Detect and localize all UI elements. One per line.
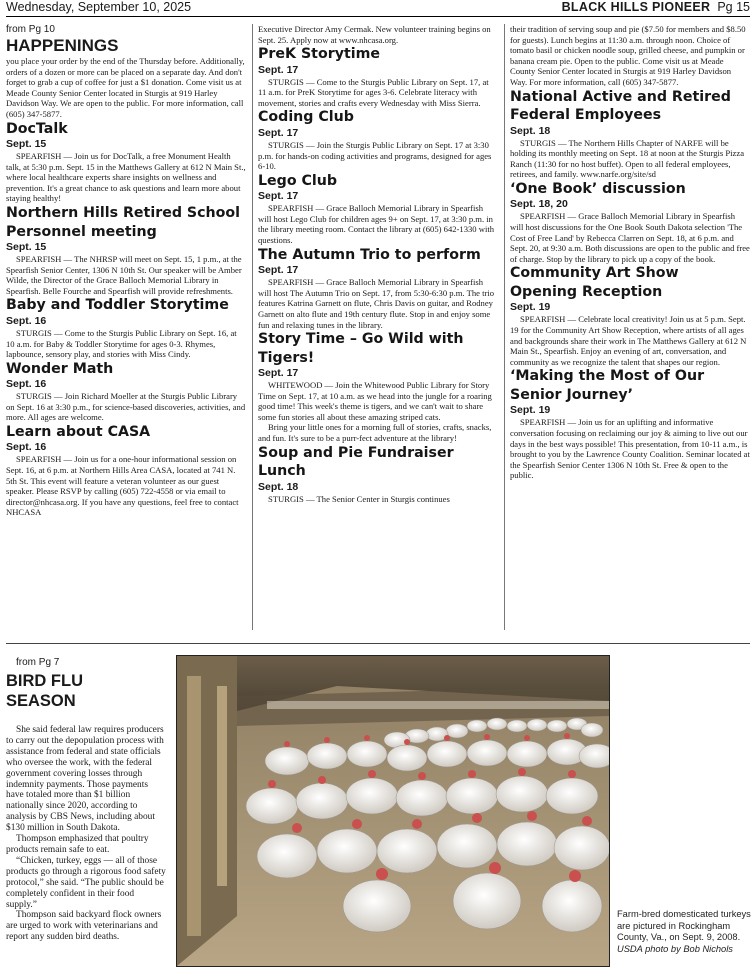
section-divider bbox=[6, 643, 750, 644]
event-baby-storytime bbox=[6, 296, 246, 359]
event-lego-club bbox=[258, 172, 498, 246]
event-title: Wonder Math bbox=[6, 360, 114, 377]
event-one-book bbox=[510, 180, 750, 264]
event-date: Sept. 15 bbox=[6, 241, 47, 254]
event-title: Learn about CASA bbox=[6, 423, 151, 440]
photo-caption bbox=[617, 909, 752, 955]
turkey-barn-photo bbox=[176, 655, 610, 967]
jump-from-label: from Pg 7 bbox=[16, 657, 60, 668]
event-title: DocTalk bbox=[6, 120, 68, 137]
turkey-barn-illustration bbox=[177, 656, 609, 966]
event-title: The Autumn Trio to perform bbox=[258, 246, 481, 263]
column-3 bbox=[510, 24, 750, 630]
event-body: STURGIS — Come to the Sturgis Public Library on Sept. 17, at 11 a.m. for PreK Storytime for ages 3-6. Celebrate literacy with movement, stories and crafts every Wednesday with Miss Sierra. bbox=[258, 76, 489, 108]
event-date: Sept. 17 bbox=[258, 190, 299, 203]
event-date: Sept. 18, 20 bbox=[510, 198, 568, 211]
jump-from-label: from Pg 10 bbox=[6, 24, 55, 35]
event-date: Sept. 17 bbox=[258, 63, 299, 76]
event-body: SPEARFISH — Grace Balloch Memorial Library in Spearfish will host The Autumn Trio on Sept. 17, from 5:30-6:30 p.m. The trio features Katrina Garnett on flute, Chris Davis on guitar, and Rodney Garnett on alto flute and 19th century flute. Stop in and enjoy some fun and relaxing tunes in the library. bbox=[258, 277, 495, 330]
event-coding-club bbox=[258, 108, 498, 171]
event-date: Sept. 19 bbox=[510, 301, 551, 314]
event-body: SPEARFISH — Join us for an uplifting and informative conversation focusing on reclaiming our joy & aiming to live out our days in the best ways possible! This presentation, from 10-11 a.m., is brought to you by the Lawrence County Coalition. Seminar located at the Spearfish Senior Center 1306 N 10th St. Free & open to the public. bbox=[510, 417, 750, 481]
bird-flu-story bbox=[6, 657, 166, 943]
event-title: Northern Hills Retired School Personnel meeting bbox=[6, 205, 240, 240]
page-number: Pg 15 bbox=[717, 0, 750, 14]
story-paragraph: “Chicken, turkey, eggs — all of those products go through a rigorous food safety protocol,” she said. “The public should be completely confident in their food supply.” bbox=[6, 855, 166, 910]
column-divider bbox=[504, 24, 505, 630]
photo-credit: USDA photo by Bob Nichols bbox=[617, 943, 733, 954]
event-title: Coding Club bbox=[258, 109, 354, 126]
event-body: SPEARFISH — Grace Balloch Memorial Library in Spearfish will host Lego Club for children ages 9+ on Sept. 17, at 3:30 p.m. in the library meeting room. Contact the library at (605) 642-1330 with questions. bbox=[258, 203, 495, 246]
event-body: SPEARFISH — The NHRSP will meet on Sept. 15, 1 p.m., at the Spearfish Senior Center, 1306 N 10th St. Our speaker will be Amber Wilde, the Director of the Grace Balloch Memorial Library in Spearfish. Belle Fourche and Spearfish will provide refreshments. bbox=[6, 254, 242, 296]
event-date: Sept. 17 bbox=[258, 367, 299, 380]
story-paragraph: Thompson emphasized that poultry products remain safe to eat. bbox=[6, 834, 149, 855]
event-narfe bbox=[510, 88, 750, 180]
event-body: STURGIS — The Northern Hills Chapter of NARFE will be holding its monthly meeting on Sept. 18 at noon at the Sturgis Pizza Ranch (11:30 for no host buffet). Open to all federal employees, retirees, and family. www.narfe.org/site/sd bbox=[510, 137, 745, 180]
event-date: Sept. 16 bbox=[6, 314, 47, 327]
event-body: SPEARFISH — Join us for a one-hour informational session on Sept. 16, at 6 p.m. at Northern Hills Area CASA, located at 741 N. 5th St. This event will feature a veteran volunteer as our guest speaker. Please RSVP by calling (605) 722-4558 or via email to director@nhcasa.org. If you have any questions, feel free to contact NHCASA bbox=[6, 454, 239, 518]
event-title: Lego Club bbox=[258, 172, 338, 189]
event-date: Sept. 16 bbox=[6, 378, 47, 391]
event-title: ‘One Book’ discussion bbox=[510, 180, 686, 197]
event-body: STURGIS — Join Richard Moeller at the Sturgis Public Library on Sept. 16 at 3:30 p.m., for science-based discoveries, activities, and more. All ages are welcome. bbox=[6, 391, 246, 423]
event-body-2: Bring your little ones for a morning full of stories, crafts, snacks, and fun. It's sure to be a purr-fect adventure at the library! bbox=[258, 422, 492, 444]
event-date: Sept. 16 bbox=[6, 441, 47, 454]
headline-line-2: SEASON bbox=[6, 692, 76, 710]
event-date: Sept. 18 bbox=[510, 124, 551, 137]
continued-text: their tradition of serving soup and pie ($7.50 for members and $8.50 for guests). Lunch begins at 11:30 a.m. through noon. Choice of tomato basil or chicken noodle soup, grilled cheese, and pumpkin or banana cream pie. Open to the public. Come visit us at Meade County Senior Center located in Sturgis at 919 Harley Davidson Way. For more information, call (605) 347-5877. bbox=[510, 24, 746, 87]
publication-name: BLACK HILLS PIONEER bbox=[561, 0, 711, 14]
event-nhrsp bbox=[6, 204, 246, 296]
event-date: Sept. 15 bbox=[6, 138, 47, 151]
event-date: Sept. 17 bbox=[258, 264, 299, 277]
caption-text: Farm-bred domesticated turkeys are pictured in Rockingham County, Va., on Sept. 9, 2008. bbox=[617, 909, 751, 942]
event-title: Community Art Show Opening Reception bbox=[510, 265, 679, 300]
event-wonder-math bbox=[6, 360, 246, 423]
section-title: HAPPENINGS bbox=[6, 36, 119, 55]
event-body: STURGIS — The Senior Center in Sturgis continues bbox=[268, 493, 450, 504]
event-senior-journey bbox=[510, 367, 750, 481]
masthead bbox=[562, 0, 750, 15]
story-paragraph: She said federal law requires producers to carry out the depopulation process with assistance from federal and state officials who oversee the work, with the federal government covering losses through indemnity payments. Those payments have totaled more than $1 billion nationally since 2020, according to analysis by CBS News, including about $130 million in South Dakota. bbox=[6, 725, 164, 834]
story-headline bbox=[6, 671, 166, 711]
event-art-show bbox=[510, 264, 750, 367]
event-body: SPEARFISH — Grace Balloch Memorial Library in Spearfish will host discussions for the One Book South Dakota selection 'The Cost of Free Land' by Rebecca Clarren on Sept. 18, at 6 p.m. and Sept. 20, at 9:30 a.m. Both discussions are open to the public and free of charge. Stop by the library to pick up a copy of the book. bbox=[510, 211, 750, 264]
intro-text: you place your order by the end of the Thursday before. Additionally, orders of a dozen or more can be placed on a separate day. And don't forget to grab a cup of coffee for just a $1 donation. Come visit us at Meade County Senior Center located in Sturgis at 919 Harley Davidson Way. We are open to the public. For more information, call (605) 347-5877. bbox=[6, 56, 245, 119]
event-date: Sept. 18 bbox=[258, 480, 299, 493]
event-body: STURGIS — Come to the Sturgis Public Library on Sept. 16, at 10 a.m. for Baby & Toddler Storytime for ages 0-3. Rhymes, lapbounce, sensory play, and stories with Miss Cindy. bbox=[6, 327, 237, 360]
event-title: Soup and Pie Fundraiser Lunch bbox=[258, 444, 454, 480]
event-story-time-tigers bbox=[258, 330, 498, 444]
event-date: Sept. 17 bbox=[258, 126, 299, 139]
event-autumn-trio bbox=[258, 246, 498, 330]
continued-text: Executive Director Amy Cermak. New volunteer training begins on Sept. 25. Apply now at www.nhcasa.org. bbox=[258, 24, 491, 45]
event-body: SPEARFISH — Join us for DocTalk, a free Monument Health talk, at 5:30 p.m. Sept. 15 in the Matthews Gallery at 612 N Main St., where local healthcare experts share insights on wellness and prevention. It's a great chance to ask questions and learn more about staying healthy! bbox=[6, 151, 246, 204]
event-title: ‘Making the Most of Our Senior Journey’ bbox=[510, 368, 705, 403]
page-header bbox=[6, 0, 750, 17]
event-title: National Active and Retired Federal Employees bbox=[510, 88, 731, 124]
column-1 bbox=[6, 24, 246, 630]
event-body: WHITEWOOD — Join the Whitewood Public Library for Story Time on Sept. 17, at 10 a.m. as we head into the jungle for a roaring good time! This week's theme is tigers, and we can't wait to share some fun stories all about these amazing striped cats. bbox=[258, 380, 492, 422]
headline-line-1: BIRD FLU bbox=[6, 672, 83, 690]
event-prek-storytime bbox=[258, 45, 498, 108]
event-title: Baby and Toddler Storytime bbox=[6, 297, 229, 314]
event-title: PreK Storytime bbox=[258, 46, 380, 63]
event-date: Sept. 19 bbox=[510, 404, 551, 417]
story-paragraph: Thompson said backyard flock owners are urged to work with veterinarians and report any sudden bird deaths. bbox=[6, 910, 162, 943]
column-divider bbox=[252, 24, 253, 630]
event-casa bbox=[6, 423, 246, 518]
event-soup-pie bbox=[258, 444, 498, 505]
event-body: STURGIS — Join the Sturgis Public Library on Sept. 17 at 3:30 p.m. for hands-on coding activities and programs, designed for ages 6-10. bbox=[258, 139, 492, 172]
event-doctalk bbox=[6, 120, 246, 204]
issue-date: Wednesday, September 10, 2025 bbox=[6, 0, 192, 14]
event-title: Story Time – Go Wild with Tigers! bbox=[258, 331, 464, 366]
column-2 bbox=[258, 24, 498, 630]
event-body: SPEARFISH — Celebrate local creativity! Join us at 5 p.m. Sept. 19 for the Community Art Show Reception, where artists of all ages and backgrounds share their work in The Matthews Gallery at 612 N Main St., Spearfish. Enjoy an evening of art, conversation, and community as we recognize the talent that shapes our region. bbox=[510, 314, 747, 367]
